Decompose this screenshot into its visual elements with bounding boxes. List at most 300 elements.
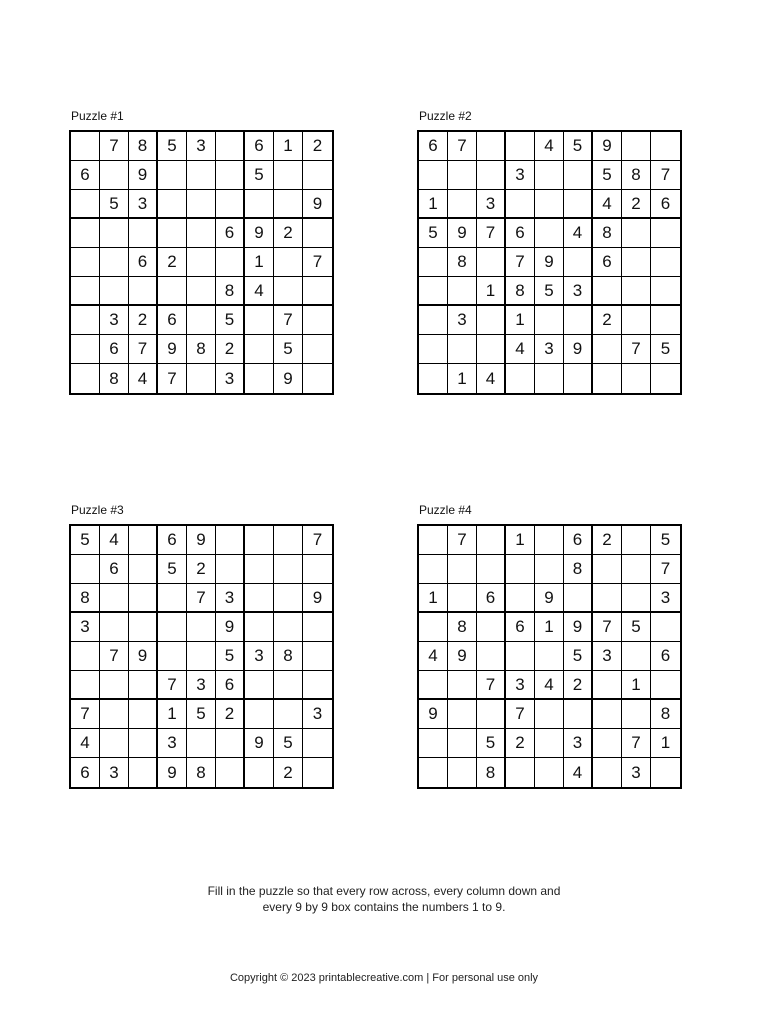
- sudoku-cell: [245, 190, 274, 219]
- sudoku-cell: [593, 700, 622, 729]
- sudoku-cell: 2: [187, 555, 216, 584]
- sudoku-cell: [274, 526, 303, 555]
- sudoku-cell: [593, 277, 622, 306]
- sudoku-cell: 8: [100, 364, 129, 393]
- sudoku-cell: [448, 758, 477, 787]
- sudoku-cell: 8: [564, 555, 593, 584]
- sudoku-cell: 3: [303, 700, 332, 729]
- sudoku-cell: [506, 364, 535, 393]
- sudoku-cell: 2: [274, 758, 303, 787]
- sudoku-cell: [274, 190, 303, 219]
- sudoku-cell: 8: [448, 613, 477, 642]
- sudoku-cell: 1: [651, 729, 680, 758]
- sudoku-cell: 2: [593, 306, 622, 335]
- sudoku-cell: [158, 642, 187, 671]
- sudoku-cell: 9: [593, 132, 622, 161]
- sudoku-cell: [535, 729, 564, 758]
- sudoku-cell: 8: [187, 758, 216, 787]
- sudoku-cell: [535, 700, 564, 729]
- sudoku-cell: [303, 642, 332, 671]
- sudoku-cell: 3: [100, 306, 129, 335]
- sudoku-cell: 5: [419, 219, 448, 248]
- sudoku-cell: 7: [71, 700, 100, 729]
- puzzle-2: [417, 109, 697, 395]
- sudoku-cell: [419, 555, 448, 584]
- sudoku-cell: [187, 219, 216, 248]
- sudoku-cell: [245, 758, 274, 787]
- sudoku-cell: [448, 584, 477, 613]
- sudoku-cell: 5: [651, 526, 680, 555]
- sudoku-cell: [419, 729, 448, 758]
- sudoku-cell: [303, 364, 332, 393]
- sudoku-cell: [216, 526, 245, 555]
- sudoku-cell: [477, 306, 506, 335]
- sudoku-cell: 3: [158, 729, 187, 758]
- sudoku-grid: [417, 524, 682, 789]
- sudoku-cell: 6: [158, 526, 187, 555]
- sudoku-cell: [535, 642, 564, 671]
- sudoku-cell: [651, 758, 680, 787]
- sudoku-cell: [274, 555, 303, 584]
- sudoku-cell: [274, 700, 303, 729]
- sudoku-cell: 7: [622, 729, 651, 758]
- sudoku-cell: [303, 671, 332, 700]
- sudoku-cell: [564, 306, 593, 335]
- sudoku-cell: 9: [129, 642, 158, 671]
- sudoku-cell: 4: [477, 364, 506, 393]
- sudoku-cell: [593, 671, 622, 700]
- sudoku-cell: 1: [419, 584, 448, 613]
- sudoku-cell: 6: [564, 526, 593, 555]
- sudoku-cell: [129, 758, 158, 787]
- puzzle-title: Puzzle #2: [419, 109, 472, 123]
- sudoku-cell: [419, 364, 448, 393]
- sudoku-cell: [303, 161, 332, 190]
- sudoku-cell: 9: [535, 584, 564, 613]
- sudoku-cell: 3: [216, 364, 245, 393]
- instructions-line-2: every 9 by 9 box contains the numbers 1 to 9.: [262, 900, 506, 914]
- sudoku-cell: [303, 335, 332, 364]
- sudoku-cell: [216, 248, 245, 277]
- sudoku-cell: 8: [129, 132, 158, 161]
- sudoku-cell: [622, 700, 651, 729]
- sudoku-cell: 2: [158, 248, 187, 277]
- sudoku-cell: [448, 277, 477, 306]
- sudoku-cell: [477, 248, 506, 277]
- sudoku-cell: 9: [448, 642, 477, 671]
- sudoku-cell: [129, 729, 158, 758]
- sudoku-cell: [651, 671, 680, 700]
- sudoku-cell: [622, 364, 651, 393]
- sudoku-cell: 3: [535, 335, 564, 364]
- sudoku-cell: 3: [564, 277, 593, 306]
- sudoku-cell: [419, 758, 448, 787]
- sudoku-cell: [129, 526, 158, 555]
- sudoku-cell: [564, 190, 593, 219]
- copyright-notice: Copyright © 2023 printablecreative.com | For personal use only: [229, 972, 539, 984]
- sudoku-cell: [419, 526, 448, 555]
- sudoku-cell: 2: [129, 306, 158, 335]
- sudoku-cell: 7: [477, 671, 506, 700]
- sudoku-cell: [187, 248, 216, 277]
- sudoku-cell: [100, 700, 129, 729]
- sudoku-cell: 2: [564, 671, 593, 700]
- sudoku-cell: 7: [100, 642, 129, 671]
- sudoku-cell: [158, 219, 187, 248]
- sudoku-cell: 8: [622, 161, 651, 190]
- sudoku-cell: 8: [187, 335, 216, 364]
- sudoku-cell: [274, 671, 303, 700]
- sudoku-cell: 3: [71, 613, 100, 642]
- sudoku-cell: 7: [506, 700, 535, 729]
- sudoku-cell: [100, 613, 129, 642]
- sudoku-cell: [622, 277, 651, 306]
- sudoku-cell: [187, 306, 216, 335]
- sudoku-cell: [274, 161, 303, 190]
- sudoku-cell: [71, 248, 100, 277]
- sudoku-cell: 7: [506, 248, 535, 277]
- sudoku-cell: [477, 700, 506, 729]
- sudoku-cell: [303, 613, 332, 642]
- sudoku-cell: 5: [71, 526, 100, 555]
- sudoku-cell: [593, 555, 622, 584]
- sudoku-cell: 3: [564, 729, 593, 758]
- sudoku-cell: [245, 700, 274, 729]
- sudoku-cell: [274, 277, 303, 306]
- sudoku-cell: [622, 306, 651, 335]
- sudoku-cell: 9: [564, 613, 593, 642]
- sudoku-cell: 1: [477, 277, 506, 306]
- sudoku-cell: 9: [419, 700, 448, 729]
- sudoku-cell: [477, 132, 506, 161]
- sudoku-cell: [651, 364, 680, 393]
- sudoku-cell: [448, 671, 477, 700]
- sudoku-cell: 8: [448, 248, 477, 277]
- sudoku-cell: [564, 364, 593, 393]
- sudoku-cell: 9: [129, 161, 158, 190]
- sudoku-cell: [158, 161, 187, 190]
- sudoku-cell: [158, 613, 187, 642]
- instructions: [0, 883, 768, 915]
- sudoku-cell: 6: [477, 584, 506, 613]
- sudoku-cell: [593, 584, 622, 613]
- puzzle-3: [69, 503, 349, 789]
- sudoku-cell: [303, 219, 332, 248]
- sudoku-cell: 5: [593, 161, 622, 190]
- sudoku-cell: 6: [100, 335, 129, 364]
- sudoku-cell: [129, 700, 158, 729]
- sudoku-cell: [100, 729, 129, 758]
- sudoku-cell: [506, 758, 535, 787]
- sudoku-cell: 6: [216, 671, 245, 700]
- sudoku-cell: 9: [245, 219, 274, 248]
- sudoku-cell: [651, 306, 680, 335]
- sudoku-cell: [274, 613, 303, 642]
- sudoku-cell: [477, 642, 506, 671]
- sudoku-cell: 3: [100, 758, 129, 787]
- sudoku-cell: 5: [187, 700, 216, 729]
- sudoku-cell: 5: [158, 555, 187, 584]
- sudoku-cell: [448, 190, 477, 219]
- sudoku-cell: 3: [245, 642, 274, 671]
- puzzle-title: Puzzle #4: [419, 503, 472, 517]
- sudoku-cell: [71, 306, 100, 335]
- sudoku-cell: 7: [158, 364, 187, 393]
- sudoku-cell: 8: [274, 642, 303, 671]
- sudoku-cell: 5: [216, 306, 245, 335]
- sudoku-cell: 9: [158, 335, 187, 364]
- sudoku-cell: 5: [158, 132, 187, 161]
- sudoku-cell: [506, 190, 535, 219]
- sudoku-cell: [245, 526, 274, 555]
- sudoku-cell: [187, 161, 216, 190]
- sudoku-cell: 7: [593, 613, 622, 642]
- sudoku-cell: 5: [100, 190, 129, 219]
- sudoku-cell: 6: [71, 161, 100, 190]
- sudoku-cell: 4: [593, 190, 622, 219]
- sudoku-cell: 8: [71, 584, 100, 613]
- sudoku-cell: 7: [187, 584, 216, 613]
- sudoku-cell: 9: [274, 364, 303, 393]
- sudoku-cell: 6: [129, 248, 158, 277]
- sudoku-cell: 5: [651, 335, 680, 364]
- sudoku-cell: 4: [71, 729, 100, 758]
- sudoku-cell: [100, 671, 129, 700]
- sudoku-cell: 2: [303, 132, 332, 161]
- sudoku-cell: [477, 555, 506, 584]
- sudoku-cell: 2: [593, 526, 622, 555]
- sudoku-cell: 6: [216, 219, 245, 248]
- sudoku-cell: 7: [651, 555, 680, 584]
- sudoku-cell: [216, 758, 245, 787]
- sudoku-cell: 2: [216, 335, 245, 364]
- sudoku-cell: 1: [506, 526, 535, 555]
- sudoku-cell: 5: [622, 613, 651, 642]
- sudoku-cell: 7: [129, 335, 158, 364]
- sudoku-cell: 4: [100, 526, 129, 555]
- sudoku-cell: 7: [477, 219, 506, 248]
- sudoku-cell: 7: [448, 526, 477, 555]
- sudoku-cell: [129, 555, 158, 584]
- sudoku-cell: [448, 729, 477, 758]
- sudoku-cell: [419, 248, 448, 277]
- sudoku-cell: 1: [622, 671, 651, 700]
- sudoku-cell: [100, 248, 129, 277]
- sudoku-cell: [651, 248, 680, 277]
- sudoku-cell: 6: [158, 306, 187, 335]
- sudoku-cell: [593, 758, 622, 787]
- sudoku-cell: [303, 277, 332, 306]
- sudoku-cell: 9: [535, 248, 564, 277]
- sudoku-cell: [71, 219, 100, 248]
- sudoku-cell: [477, 526, 506, 555]
- sudoku-cell: [100, 277, 129, 306]
- sudoku-cell: 3: [651, 584, 680, 613]
- sudoku-cell: [622, 132, 651, 161]
- sudoku-cell: [535, 364, 564, 393]
- sudoku-cell: 4: [535, 132, 564, 161]
- sudoku-cell: 5: [245, 161, 274, 190]
- sudoku-cell: [245, 584, 274, 613]
- sudoku-cell: [535, 190, 564, 219]
- sudoku-cell: 1: [274, 132, 303, 161]
- sudoku-cell: [216, 190, 245, 219]
- sudoku-cell: [71, 277, 100, 306]
- sudoku-cell: 6: [245, 132, 274, 161]
- sudoku-cell: 6: [419, 132, 448, 161]
- sudoku-cell: [303, 306, 332, 335]
- sudoku-cell: 1: [419, 190, 448, 219]
- sudoku-cell: [100, 161, 129, 190]
- sudoku-cell: [535, 526, 564, 555]
- sudoku-grid: [69, 524, 334, 789]
- sudoku-cell: [506, 584, 535, 613]
- sudoku-cell: [477, 161, 506, 190]
- sudoku-cell: 2: [506, 729, 535, 758]
- sudoku-cell: [216, 132, 245, 161]
- sudoku-cell: 1: [535, 613, 564, 642]
- sudoku-cell: 9: [245, 729, 274, 758]
- sudoku-cell: 7: [448, 132, 477, 161]
- sudoku-cell: 8: [651, 700, 680, 729]
- sudoku-cell: 7: [100, 132, 129, 161]
- sudoku-cell: 9: [564, 335, 593, 364]
- sudoku-cell: [245, 335, 274, 364]
- sudoku-cell: 5: [564, 132, 593, 161]
- sudoku-cell: [245, 671, 274, 700]
- sudoku-cell: [622, 642, 651, 671]
- sudoku-cell: [651, 219, 680, 248]
- sudoku-cell: [506, 642, 535, 671]
- sudoku-cell: 3: [216, 584, 245, 613]
- sudoku-cell: [419, 671, 448, 700]
- sudoku-cell: [564, 584, 593, 613]
- sudoku-cell: 2: [622, 190, 651, 219]
- sudoku-cell: [129, 277, 158, 306]
- sudoku-cell: [448, 335, 477, 364]
- sudoku-cell: 4: [535, 671, 564, 700]
- sudoku-cell: 7: [158, 671, 187, 700]
- sudoku-cell: [158, 190, 187, 219]
- sudoku-cell: [477, 335, 506, 364]
- sudoku-cell: [535, 758, 564, 787]
- sudoku-cell: [216, 161, 245, 190]
- puzzle-4: [417, 503, 697, 789]
- sudoku-cell: [216, 555, 245, 584]
- sudoku-cell: 6: [100, 555, 129, 584]
- sudoku-cell: [71, 364, 100, 393]
- sudoku-cell: 6: [506, 219, 535, 248]
- sudoku-cell: [71, 555, 100, 584]
- puzzle-1: [69, 109, 349, 395]
- sudoku-cell: 7: [651, 161, 680, 190]
- sudoku-grid: [69, 130, 334, 395]
- sudoku-cell: 4: [506, 335, 535, 364]
- sudoku-cell: [303, 555, 332, 584]
- sudoku-cell: 4: [129, 364, 158, 393]
- sudoku-cell: 2: [216, 700, 245, 729]
- sudoku-cell: 4: [245, 277, 274, 306]
- sudoku-cell: 3: [506, 161, 535, 190]
- sudoku-cell: 2: [274, 219, 303, 248]
- sudoku-cell: 3: [622, 758, 651, 787]
- sudoku-cell: 6: [506, 613, 535, 642]
- sudoku-cell: [274, 584, 303, 613]
- sudoku-cell: 8: [506, 277, 535, 306]
- sudoku-cell: [129, 584, 158, 613]
- sudoku-cell: [564, 700, 593, 729]
- sudoku-cell: 7: [303, 248, 332, 277]
- sudoku-cell: [187, 364, 216, 393]
- sudoku-cell: 3: [448, 306, 477, 335]
- sudoku-cell: 5: [274, 729, 303, 758]
- sudoku-cell: 8: [477, 758, 506, 787]
- sudoku-cell: [71, 335, 100, 364]
- sudoku-cell: 4: [419, 642, 448, 671]
- sudoku-cell: [303, 729, 332, 758]
- sudoku-cell: 7: [274, 306, 303, 335]
- sudoku-cell: [535, 555, 564, 584]
- sudoku-cell: 8: [593, 219, 622, 248]
- sudoku-cell: 7: [303, 526, 332, 555]
- sudoku-cell: [564, 161, 593, 190]
- sudoku-cell: [187, 642, 216, 671]
- sudoku-cell: 9: [187, 526, 216, 555]
- sudoku-cell: 3: [593, 642, 622, 671]
- sudoku-cell: 3: [187, 132, 216, 161]
- sudoku-cell: [651, 277, 680, 306]
- sudoku-cell: 1: [448, 364, 477, 393]
- sudoku-cell: 6: [651, 190, 680, 219]
- sudoku-cell: [564, 248, 593, 277]
- sudoku-cell: [535, 306, 564, 335]
- sudoku-cell: [129, 613, 158, 642]
- sudoku-cell: [651, 613, 680, 642]
- sudoku-cell: [506, 132, 535, 161]
- sudoku-cell: [274, 248, 303, 277]
- sudoku-cell: [593, 364, 622, 393]
- sudoku-cell: 8: [216, 277, 245, 306]
- sudoku-cell: 9: [158, 758, 187, 787]
- sudoku-cell: [245, 613, 274, 642]
- sudoku-cell: 3: [477, 190, 506, 219]
- sudoku-cell: [71, 671, 100, 700]
- sudoku-cell: 4: [564, 219, 593, 248]
- sudoku-cell: [419, 613, 448, 642]
- sudoku-cell: 4: [564, 758, 593, 787]
- sudoku-cell: [419, 306, 448, 335]
- sudoku-cell: 5: [477, 729, 506, 758]
- sudoku-cell: [129, 671, 158, 700]
- sudoku-cell: [535, 219, 564, 248]
- sudoku-cell: 7: [622, 335, 651, 364]
- sudoku-cell: [71, 642, 100, 671]
- sudoku-cell: 6: [593, 248, 622, 277]
- sudoku-cell: 3: [129, 190, 158, 219]
- sudoku-cell: [187, 190, 216, 219]
- sudoku-cell: [419, 335, 448, 364]
- sudoku-cell: 1: [245, 248, 274, 277]
- sudoku-cell: [245, 306, 274, 335]
- sudoku-cell: [622, 526, 651, 555]
- sudoku-cell: 9: [303, 584, 332, 613]
- sudoku-cell: 3: [506, 671, 535, 700]
- sudoku-cell: [245, 364, 274, 393]
- sudoku-cell: 1: [506, 306, 535, 335]
- puzzle-title: Puzzle #3: [71, 503, 124, 517]
- instructions-line-1: Fill in the puzzle so that every row across, every column down and: [207, 884, 561, 898]
- sudoku-cell: [187, 277, 216, 306]
